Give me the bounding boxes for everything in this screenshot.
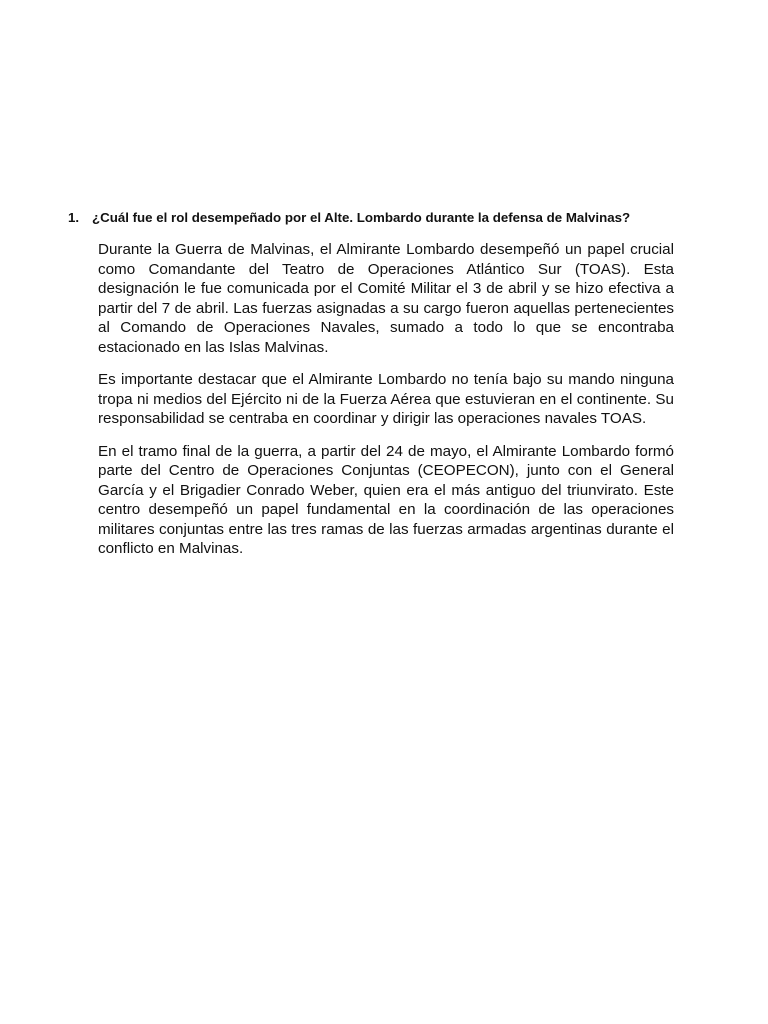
answer-paragraph-3: En el tramo final de la guerra, a partir del 24 de mayo, el Almirante Lombardo formó parte del Centro de Operaciones Conjuntas (CEOPECON), junto con el General García y el Brigadier Conrado Weber, quien era el más antiguo del triunvirato. Este centro desempeñó un papel fundamental en la coordinación de las operaciones militares conjuntas entre las tres ramas de las fuerzas armadas argentinas durante el conflicto en Malvinas. xyxy=(98,442,674,557)
question-number: 1. xyxy=(68,210,80,225)
answer-body xyxy=(98,240,674,572)
answer-paragraph-1: Durante la Guerra de Malvinas, el Almirante Lombardo desempeñó un papel crucial como Comandante del Teatro de Operaciones Atlántico Sur (TOAS). Esta designación le fue comunicada por el Comité Militar el 3 de abril y se hizo efectiva a partir del 7 de abril. Las fuerzas asignadas a su cargo fueron aquellas pertenecientes al Comando de Operaciones Navales, sumado a todo lo que se encontraba estacionado en las Islas Malvinas. xyxy=(98,241,674,356)
question-text: ¿Cuál fue el rol desempeñado por el Alte. Lombardo durante la defensa de Malvinas? xyxy=(92,210,631,225)
answer-paragraph-2: Es importante destacar que el Almirante Lombardo no tenía bajo su mando ninguna tropa ni medios del Ejército ni de la Fuerza Aérea que estuvieran en el continente. Su responsabilidad se centraba en coordinar y dirigir las operaciones navales TOAS. xyxy=(98,371,674,427)
question-heading xyxy=(68,209,688,227)
